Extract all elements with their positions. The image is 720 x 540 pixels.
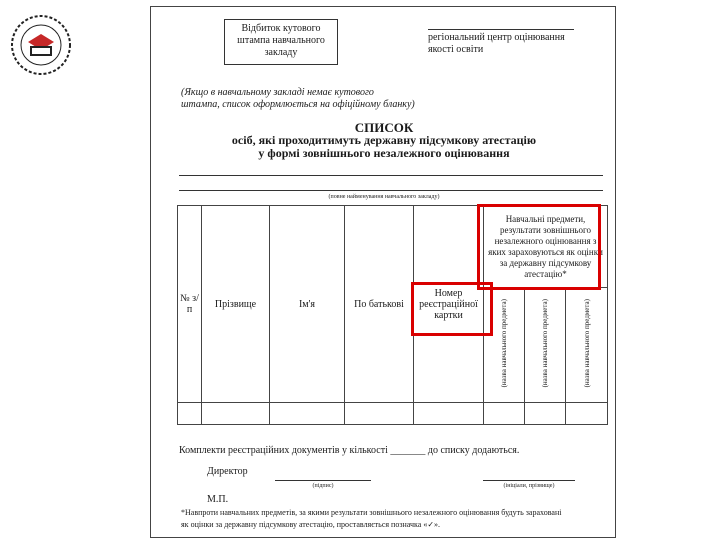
stamp-line: закладу	[264, 47, 298, 58]
school-caption: (повне найменування навчального закладу)	[328, 194, 440, 200]
initials-line	[483, 480, 575, 481]
document-sheet	[150, 6, 616, 538]
header-surname: Прізвище	[202, 206, 270, 403]
center-line-text: якості освіти	[428, 44, 484, 55]
title-line: у формі зовнішнього незалежного оцінювання	[258, 146, 510, 160]
center-label	[428, 32, 588, 56]
stamp-box	[224, 19, 338, 65]
header-num: № з/п	[178, 206, 202, 403]
header-registration-card: Номер реєстраційної картки	[414, 206, 484, 403]
footnote-line: як оцінки за державну підсумкову атестацію, проставляється позначка «✓».	[181, 520, 441, 529]
signature-line	[275, 480, 371, 481]
header-name: Ім'я	[270, 206, 345, 403]
subject-column	[525, 288, 566, 403]
school-line	[179, 190, 603, 191]
stamp-place: М.П.	[207, 494, 229, 505]
subject-column-label: (назва навчального предмета)	[541, 299, 549, 388]
footnote	[181, 507, 613, 531]
highlight-registration-card	[411, 282, 493, 336]
school-line	[179, 175, 603, 176]
note-line: штампа, список оформлюється на офіційному бланку)	[181, 99, 415, 110]
header-subjects: Навчальні предмети, результати зовнішнього незалежного оцінювання з яких зараховуються як оцінки за державну підсумкову атестацію*	[484, 206, 608, 288]
institution-logo	[8, 12, 74, 78]
center-underline	[428, 29, 574, 30]
title-line: осіб, які проходитимуть державну підсумкову атестацію	[231, 133, 537, 147]
subject-column-label: (назва навчального предмета)	[582, 299, 591, 388]
subject-column	[566, 288, 608, 403]
stamp-note	[181, 87, 441, 111]
stamp-line: штампа навчального	[237, 35, 325, 46]
note-line: (Якщо в навчальному закладі немає кутового	[181, 87, 374, 98]
subject-column-label: (назва навчального предмета)	[500, 299, 508, 388]
title-line: СПИСОК	[354, 120, 414, 135]
center-line-text: регіональний центр оцінювання	[428, 32, 565, 43]
documents-sets-text: Комплекти реєстраційних документів у кількості _______ до списку додаються.	[179, 445, 520, 456]
table-row	[178, 403, 608, 425]
stamp-line: Відбиток кутового	[241, 23, 321, 34]
document-title	[151, 121, 617, 160]
footnote-line: *Навпроти навчальних предметів, за якими результати зовнішнього незалежного оцінювання будуть зараховані	[181, 508, 562, 517]
signature-caption: (підпис)	[312, 483, 334, 489]
director-label: Директор	[207, 466, 248, 477]
header-patronymic: По батькові	[345, 206, 414, 403]
highlight-subjects	[477, 204, 601, 290]
initials-caption: (ініціали, прізвище)	[503, 483, 555, 489]
